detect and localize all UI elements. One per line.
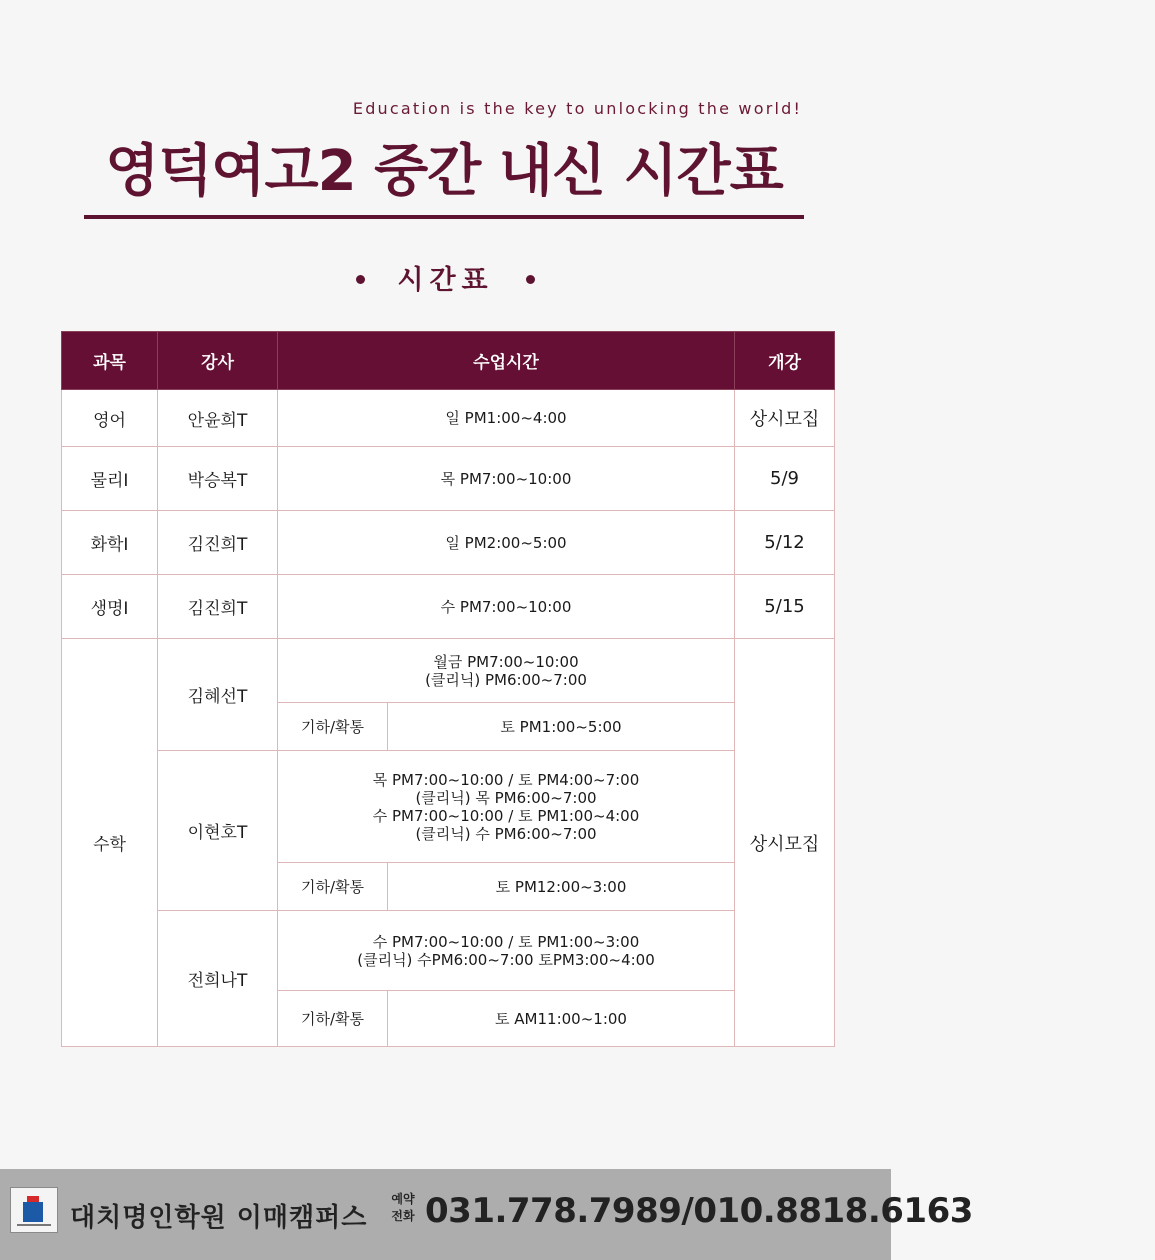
table-row — [62, 511, 835, 575]
bullet-dot-right — [526, 275, 535, 284]
sub-time-cell: 토 AM11:00~1:00 — [388, 991, 735, 1047]
time-line: 월금 PM7:00~10:00 — [433, 652, 579, 671]
teacher-cell: 김혜선T — [158, 639, 278, 751]
subject-cell: 영어 — [62, 390, 158, 447]
time-line: 수 PM7:00~10:00 / 토 PM1:00~3:00 — [372, 932, 640, 951]
open-cell: 5/12 — [735, 511, 835, 575]
phone-number: 031.778.7989/010.8818.6163 — [425, 1191, 973, 1231]
time-cell: 일 PM2:00~5:00 — [278, 511, 735, 575]
footer-bar — [0, 1169, 973, 1260]
title-underline — [84, 215, 804, 219]
table-row — [62, 447, 835, 511]
sub-label-cell: 기하/확통 — [278, 703, 388, 751]
subject-cell: 생명Ⅰ — [62, 575, 158, 639]
bullet-dot-left — [356, 275, 365, 284]
sub-time-cell: 토 PM12:00~3:00 — [388, 863, 735, 911]
section-heading — [0, 258, 891, 297]
open-cell-math: 상시모집 — [735, 639, 835, 1047]
time-cell — [278, 911, 735, 991]
header-class-time: 수업시간 — [278, 332, 735, 390]
section-heading-label: 시간표 — [397, 265, 494, 296]
time-line: (클리닉) 목 PM6:00~7:00 — [415, 788, 597, 807]
open-cell: 5/9 — [735, 447, 835, 511]
tagline: Education is the key to unlocking the world! — [352, 99, 803, 118]
reservation-label-bottom: 전화 — [391, 1209, 415, 1223]
time-line: (클리닉) 수PM6:00~7:00 토PM3:00~4:00 — [357, 950, 655, 969]
reservation-label-top: 예약 — [391, 1192, 415, 1206]
time-line: (클리닉) PM6:00~7:00 — [425, 670, 587, 689]
time-cell: 일 PM1:00~4:00 — [278, 390, 735, 447]
page-title: 영덕여고2 중간 내신 시간표 — [105, 139, 783, 204]
header-subject: 과목 — [62, 332, 158, 390]
header-open: 개강 — [735, 332, 835, 390]
subject-cell: 화학Ⅰ — [62, 511, 158, 575]
time-cell: 수 PM7:00~10:00 — [278, 575, 735, 639]
time-line: 목 PM7:00~10:00 / 토 PM4:00~7:00 — [372, 770, 640, 789]
teacher-cell: 김진희T — [158, 511, 278, 575]
time-cell — [278, 751, 735, 863]
sub-label-cell: 기하/확통 — [278, 991, 388, 1047]
academy-name: 대치명인학원 이매캠퍼스 — [70, 1203, 368, 1233]
teacher-cell: 안윤희T — [158, 390, 278, 447]
table-row — [62, 639, 835, 703]
reservation-label — [388, 1191, 418, 1225]
sub-label-cell: 기하/확통 — [278, 863, 388, 911]
academy-logo-icon — [10, 1187, 58, 1233]
time-cell — [278, 639, 735, 703]
open-cell: 상시모집 — [735, 390, 835, 447]
time-line: (클리닉) 수 PM6:00~7:00 — [415, 824, 597, 843]
header-teacher: 강사 — [158, 332, 278, 390]
teacher-cell: 이현호T — [158, 751, 278, 911]
time-line: 수 PM7:00~10:00 / 토 PM1:00~4:00 — [372, 806, 640, 825]
subject-cell: 물리Ⅰ — [62, 447, 158, 511]
table-header-row — [62, 332, 835, 390]
table-row — [62, 390, 835, 447]
sub-time-cell: 토 PM1:00~5:00 — [388, 703, 735, 751]
table-row — [62, 751, 835, 863]
table-row — [62, 575, 835, 639]
table-row — [62, 911, 835, 991]
teacher-cell: 김진희T — [158, 575, 278, 639]
open-cell: 5/15 — [735, 575, 835, 639]
teacher-cell: 전희나T — [158, 911, 278, 1047]
subject-cell-math: 수학 — [62, 639, 158, 1047]
time-cell: 목 PM7:00~10:00 — [278, 447, 735, 511]
timetable — [61, 331, 835, 1047]
teacher-cell: 박승복T — [158, 447, 278, 511]
